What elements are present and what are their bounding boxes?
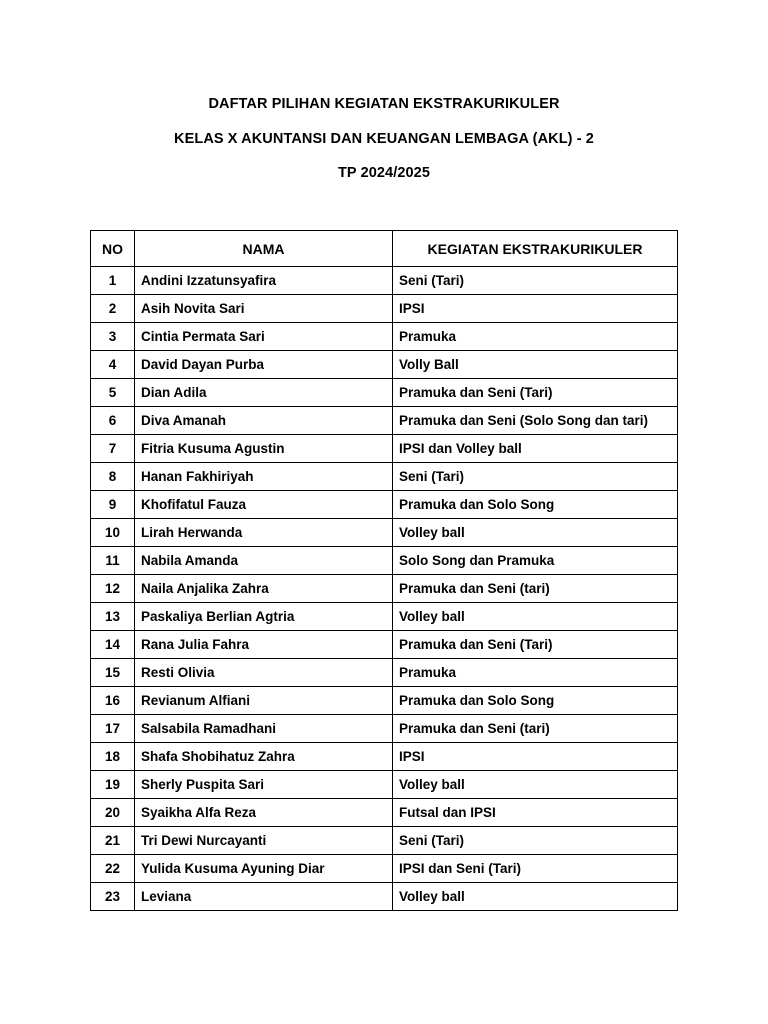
row-number-cell: 17 — [91, 715, 135, 743]
student-name-cell: Shafa Shobihatuz Zahra — [135, 743, 393, 771]
table-row — [91, 827, 678, 855]
column-header-kegiatan: KEGIATAN EKSTRAKURIKULER — [393, 231, 678, 267]
activity-cell: Pramuka dan Seni (tari) — [393, 715, 678, 743]
student-name-cell: Nabila Amanda — [135, 547, 393, 575]
row-number-cell: 13 — [91, 603, 135, 631]
row-number-cell: 1 — [91, 267, 135, 295]
activity-cell: Volly Ball — [393, 351, 678, 379]
table-row — [91, 323, 678, 351]
student-name-cell: Naila Anjalika Zahra — [135, 575, 393, 603]
activity-cell: Pramuka — [393, 659, 678, 687]
row-number-cell: 8 — [91, 463, 135, 491]
row-number-cell: 22 — [91, 855, 135, 883]
student-name-cell: Paskaliya Berlian Agtria — [135, 603, 393, 631]
student-name-cell: Andini Izzatunsyafira — [135, 267, 393, 295]
table-row — [91, 771, 678, 799]
table-row — [91, 267, 678, 295]
table-row — [91, 799, 678, 827]
activity-cell: Volley ball — [393, 519, 678, 547]
activity-cell: Volley ball — [393, 771, 678, 799]
table-row — [91, 687, 678, 715]
student-name-cell: Dian Adila — [135, 379, 393, 407]
table-row — [91, 743, 678, 771]
row-number-cell: 2 — [91, 295, 135, 323]
table-row — [91, 883, 678, 911]
row-number-cell: 16 — [91, 687, 135, 715]
row-number-cell: 10 — [91, 519, 135, 547]
student-name-cell: Diva Amanah — [135, 407, 393, 435]
activity-cell: Pramuka — [393, 323, 678, 351]
activity-cell: IPSI dan Volley ball — [393, 435, 678, 463]
activity-cell: Futsal dan IPSI — [393, 799, 678, 827]
activity-cell: Pramuka dan Seni (Solo Song dan tari) — [393, 407, 678, 435]
row-number-cell: 4 — [91, 351, 135, 379]
table-row — [91, 407, 678, 435]
activity-cell: Seni (Tari) — [393, 463, 678, 491]
table-row — [91, 715, 678, 743]
table-row — [91, 435, 678, 463]
activity-cell: Volley ball — [393, 883, 678, 911]
row-number-cell: 18 — [91, 743, 135, 771]
activity-cell: Seni (Tari) — [393, 827, 678, 855]
activity-cell: Seni (Tari) — [393, 267, 678, 295]
row-number-cell: 20 — [91, 799, 135, 827]
table-row — [91, 575, 678, 603]
row-number-cell: 11 — [91, 547, 135, 575]
document-title: DAFTAR PILIHAN KEGIATAN EKSTRAKURIKULER — [208, 96, 560, 112]
table-body — [91, 267, 678, 911]
activity-cell: Pramuka dan Seni (Tari) — [393, 379, 678, 407]
table-row — [91, 603, 678, 631]
table-row — [91, 855, 678, 883]
table-row — [91, 547, 678, 575]
student-name-cell: Hanan Fakhiriyah — [135, 463, 393, 491]
student-name-cell: Fitria Kusuma Agustin — [135, 435, 393, 463]
student-name-cell: Asih Novita Sari — [135, 295, 393, 323]
activity-cell: Solo Song dan Pramuka — [393, 547, 678, 575]
row-number-cell: 6 — [91, 407, 135, 435]
row-number-cell: 9 — [91, 491, 135, 519]
student-name-cell: Cintia Permata Sari — [135, 323, 393, 351]
student-name-cell: Sherly Puspita Sari — [135, 771, 393, 799]
student-name-cell: Syaikha Alfa Reza — [135, 799, 393, 827]
row-number-cell: 21 — [91, 827, 135, 855]
document-subtitle-year: TP 2024/2025 — [337, 165, 431, 181]
activity-cell: Pramuka dan Solo Song — [393, 491, 678, 519]
row-number-cell: 23 — [91, 883, 135, 911]
table-row — [91, 295, 678, 323]
row-number-cell: 19 — [91, 771, 135, 799]
student-name-cell: Yulida Kusuma Ayuning Diar — [135, 855, 393, 883]
activity-cell: Pramuka dan Seni (tari) — [393, 575, 678, 603]
table-header-row — [91, 231, 678, 267]
activity-cell: Pramuka dan Solo Song — [393, 687, 678, 715]
table-row — [91, 631, 678, 659]
student-name-cell: Leviana — [135, 883, 393, 911]
student-name-cell: Resti Olivia — [135, 659, 393, 687]
extracurricular-table — [90, 230, 678, 911]
activity-cell: Pramuka dan Seni (Tari) — [393, 631, 678, 659]
activity-cell: IPSI — [393, 295, 678, 323]
row-number-cell: 12 — [91, 575, 135, 603]
column-header-nama: NAMA — [135, 231, 393, 267]
row-number-cell: 5 — [91, 379, 135, 407]
row-number-cell: 7 — [91, 435, 135, 463]
row-number-cell: 14 — [91, 631, 135, 659]
table-row — [91, 463, 678, 491]
student-name-cell: Rana Julia Fahra — [135, 631, 393, 659]
table-row — [91, 659, 678, 687]
student-name-cell: Revianum Alfiani — [135, 687, 393, 715]
student-name-cell: Tri Dewi Nurcayanti — [135, 827, 393, 855]
table-row — [91, 379, 678, 407]
activity-cell: IPSI dan Seni (Tari) — [393, 855, 678, 883]
student-name-cell: Khofifatul Fauza — [135, 491, 393, 519]
student-name-cell: David Dayan Purba — [135, 351, 393, 379]
table-row — [91, 351, 678, 379]
row-number-cell: 15 — [91, 659, 135, 687]
table-row — [91, 491, 678, 519]
table-row — [91, 519, 678, 547]
row-number-cell: 3 — [91, 323, 135, 351]
activity-cell: Volley ball — [393, 603, 678, 631]
student-name-cell: Salsabila Ramadhani — [135, 715, 393, 743]
document-subtitle-class: KELAS X AKUNTANSI DAN KEUANGAN LEMBAGA (AKL) - 2 — [174, 131, 594, 147]
student-name-cell: Lirah Herwanda — [135, 519, 393, 547]
activity-cell: IPSI — [393, 743, 678, 771]
column-header-no: NO — [91, 231, 135, 267]
